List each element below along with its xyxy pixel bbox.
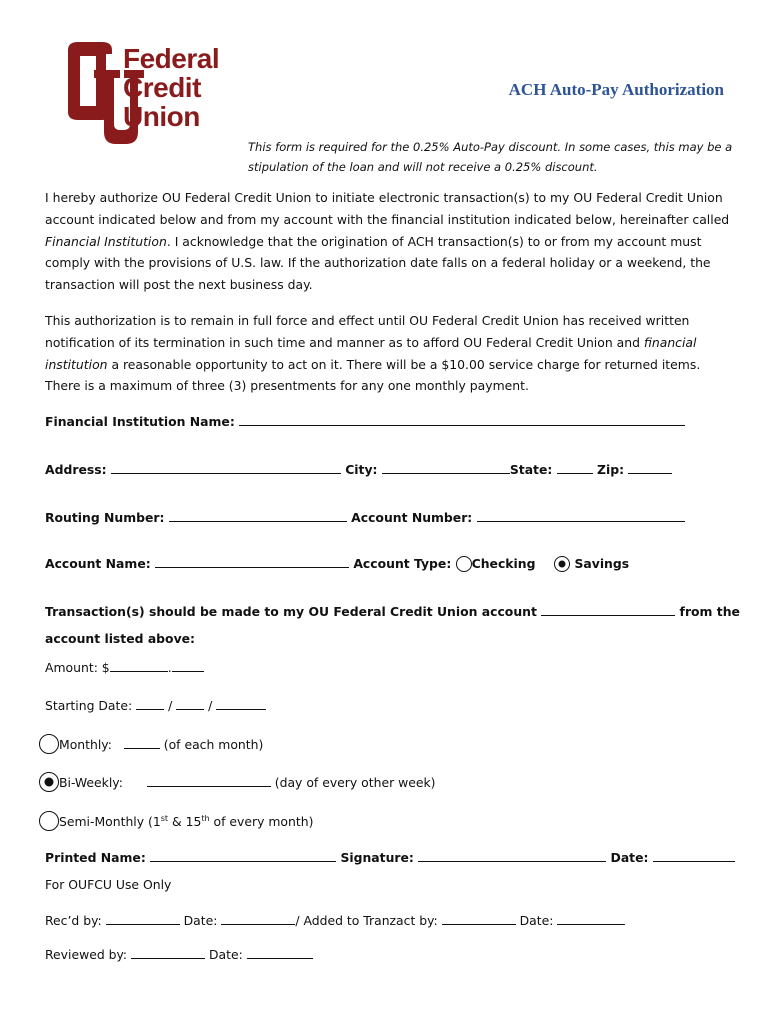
- state-label: State:: [509, 462, 553, 477]
- account-name-field[interactable]: [155, 554, 349, 568]
- recd-by-field[interactable]: [106, 911, 180, 925]
- recd-by-row: [45, 911, 625, 930]
- monthly-radio[interactable]: [39, 734, 59, 754]
- date-label: Date:: [610, 850, 649, 865]
- transaction-row: [45, 602, 740, 621]
- reviewed-date-field[interactable]: [247, 945, 313, 959]
- city-label: City:: [345, 462, 378, 477]
- address-row: [45, 460, 672, 479]
- date-separator: /: [168, 698, 173, 713]
- signature-row: [45, 848, 735, 867]
- transaction-text: Transaction(s) should be made to my OU Federal Credit Union account: [45, 604, 537, 619]
- financial-institution-label: Financial Institution Name:: [45, 414, 235, 429]
- reviewed-by-field[interactable]: [131, 945, 205, 959]
- start-year-field[interactable]: [216, 696, 266, 710]
- monthly-row: [39, 734, 263, 754]
- paragraph-text: I hereby authorize OU Federal Credit Union to initiate electronic transaction(s) to my OU Federal Credit Union account indicated below and from my account with the financial institution indicated below, hereinafter called: [45, 190, 730, 227]
- paragraph-italic: Financial Institution: [45, 233, 167, 249]
- office-use-heading: For OUFCU Use Only: [45, 877, 172, 892]
- recd-date-field[interactable]: [221, 911, 295, 925]
- biweekly-suffix: (day of every other week): [274, 775, 436, 790]
- added-date-label: Date:: [519, 913, 554, 928]
- transaction-text: from the: [679, 604, 740, 619]
- account-number-label: Account Number:: [351, 510, 473, 525]
- account-type-label: Account Type:: [353, 556, 452, 571]
- signature-field[interactable]: [418, 848, 606, 862]
- starting-date-label: Starting Date:: [45, 698, 133, 713]
- recd-date-label: Date:: [183, 913, 218, 928]
- printed-name-label: Printed Name:: [45, 850, 146, 865]
- amount-decimal: .: [167, 660, 172, 675]
- checking-radio[interactable]: [456, 556, 472, 572]
- starting-date-row: [45, 696, 266, 715]
- reviewed-by-row: [45, 945, 313, 964]
- state-field[interactable]: [557, 460, 593, 474]
- savings-radio[interactable]: [554, 556, 570, 572]
- account-number-field[interactable]: [477, 508, 685, 522]
- address-label: Address:: [45, 462, 107, 477]
- financial-institution-field[interactable]: [239, 412, 685, 426]
- address-field[interactable]: [111, 460, 341, 474]
- oufcu-account-field[interactable]: [541, 602, 675, 616]
- city-field[interactable]: [382, 460, 510, 474]
- start-month-field[interactable]: [136, 696, 164, 710]
- routing-number-field[interactable]: [169, 508, 347, 522]
- paragraph-italic: financial institution: [45, 334, 697, 372]
- added-to-field[interactable]: [442, 911, 516, 925]
- signature-label: Signature:: [340, 850, 414, 865]
- paragraph-text: a reasonable opportunity to act on it. There will be a $10.00 service charge for returned items. There is a maximum of three (3) presentments for any one monthly payment.: [45, 356, 701, 394]
- monthly-label: Monthly:: [59, 737, 112, 752]
- logo-line: Union: [123, 101, 200, 132]
- termination-paragraph: [45, 310, 735, 397]
- signature-date-field[interactable]: [653, 848, 735, 862]
- date-separator: /: [208, 698, 213, 713]
- start-day-field[interactable]: [176, 696, 204, 710]
- semimonthly-row: [39, 810, 313, 831]
- biweekly-row: [39, 772, 436, 792]
- recd-by-label: Rec’d by:: [45, 913, 102, 928]
- semimonthly-label: Semi-Monthly (1st & 15th of every month): [59, 814, 314, 830]
- added-to-label: / Added to Tranzact by:: [295, 913, 438, 928]
- amount-cents-field[interactable]: [172, 658, 204, 672]
- transaction-row-continued: [45, 630, 195, 648]
- reviewed-by-label: Reviewed by:: [45, 947, 128, 962]
- form-title: ACH Auto-Pay Authorization: [508, 80, 724, 99]
- account-name-label: Account Name:: [45, 556, 151, 571]
- reviewed-date-label: Date:: [209, 947, 243, 962]
- transaction-text: account listed above:: [45, 631, 196, 646]
- intro-note: This form is required for the 0.25% Auto-Pay discount. In some cases, this may be a stipulation of the loan and will not receive a 0.25% discount.: [248, 140, 733, 174]
- printed-name-field[interactable]: [150, 848, 336, 862]
- monthly-day-field[interactable]: [124, 735, 160, 749]
- semimonthly-radio[interactable]: [39, 811, 59, 831]
- financial-institution-row: [45, 412, 685, 431]
- amount-row: [45, 658, 204, 677]
- amount-label: Amount: $: [45, 660, 110, 675]
- routing-number-label: Routing Number:: [45, 510, 165, 525]
- logo-line: Credit: [123, 72, 201, 103]
- monthly-suffix: (of each month): [163, 737, 264, 752]
- biweekly-label: Bi-Weekly:: [59, 775, 123, 790]
- logo-line: Federal: [123, 43, 220, 74]
- account-name-row: [45, 554, 629, 573]
- paragraph-text: . I acknowledge that the origination of ACH transaction(s) to or from my account must comply with the provisions of U.S. law. If the authorization date falls on a federal holiday or a weekend, the transaction will post the next business day.: [45, 233, 711, 293]
- routing-row: [45, 508, 685, 527]
- paragraph-text: This authorization is to remain in full force and effect until OU Federal Credit Union has received written notification of its termination in such time and manner as to afford OU Federal Credit Union and: [45, 313, 690, 350]
- zip-field[interactable]: [628, 460, 672, 474]
- amount-dollars-field[interactable]: [110, 658, 168, 672]
- zip-label: Zip:: [597, 462, 625, 477]
- added-date-field[interactable]: [557, 911, 625, 925]
- checking-label: Checking: [471, 556, 536, 571]
- biweekly-day-field[interactable]: [147, 773, 271, 787]
- biweekly-radio[interactable]: [39, 772, 59, 792]
- authorization-paragraph: [45, 187, 735, 296]
- logo-wordmark: [123, 44, 219, 131]
- savings-label: Savings: [574, 556, 630, 571]
